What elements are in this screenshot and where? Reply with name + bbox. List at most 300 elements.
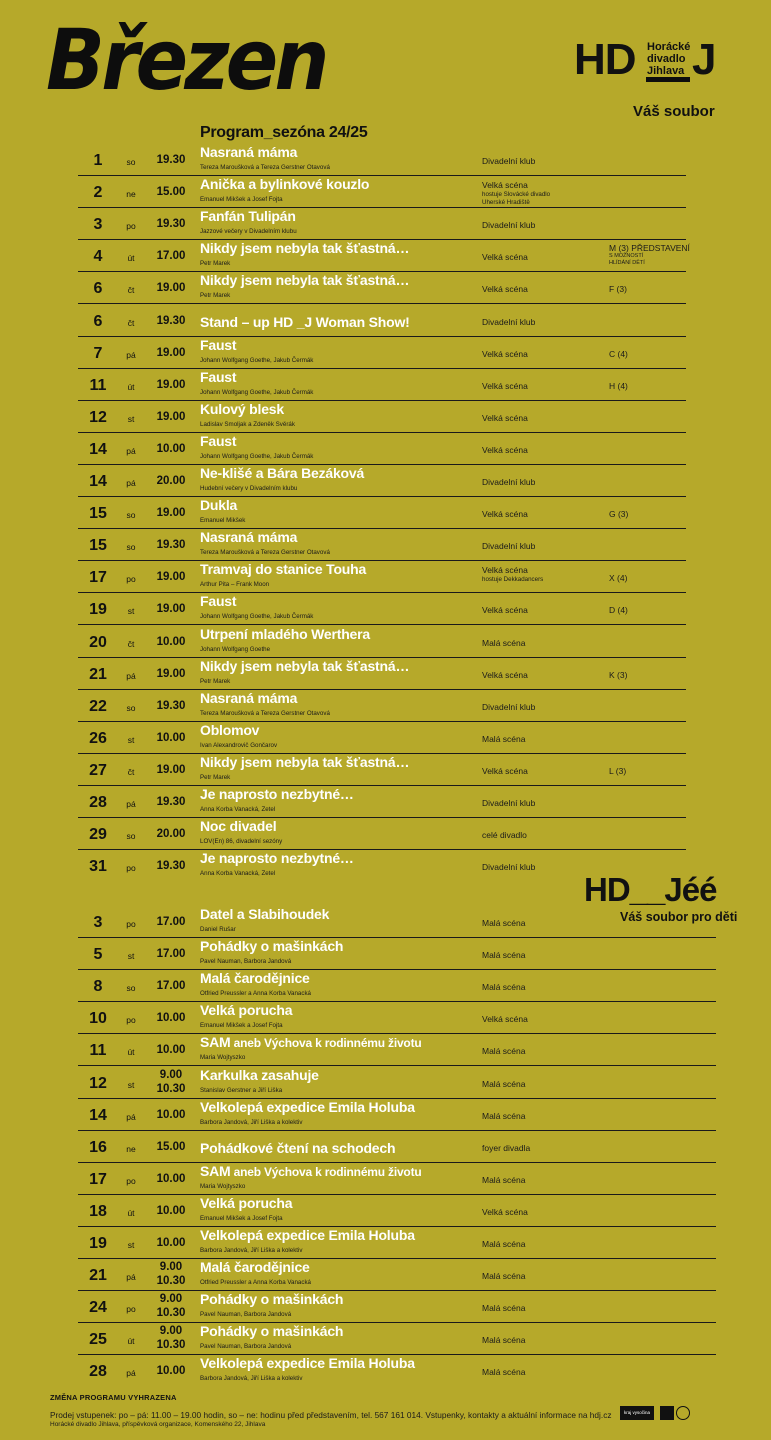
event-weekday: po — [126, 1015, 136, 1026]
kids_events-row — [78, 1002, 716, 1034]
event-title-main: Je naprosto nezbytné… — [200, 786, 354, 802]
event-title — [200, 401, 284, 417]
event-time — [150, 668, 192, 680]
event-venue: Velká scéna — [482, 1014, 528, 1025]
event-time-1: 19.00 — [156, 603, 186, 616]
event-subscription: D (4) — [609, 605, 628, 616]
event-venue: Velká scéna — [482, 180, 528, 191]
events-row — [78, 401, 686, 433]
event-time — [150, 1173, 192, 1185]
event-author: Johann Wolfgang Goethe — [200, 645, 271, 653]
event-venue: Velká scéna — [482, 605, 528, 616]
event-title-main: Anička a bylinkové kouzlo — [200, 176, 370, 193]
event-venue: Malá scéna — [482, 1239, 526, 1249]
event-time-2: 10.30 — [156, 1275, 186, 1288]
event-time — [150, 571, 192, 583]
event-day: 5 — [93, 946, 103, 964]
event-title — [200, 1355, 415, 1371]
event-day: 29 — [89, 826, 107, 844]
event-author: Johann Wolfgang Goethe, Jakub Čermák — [200, 356, 314, 364]
event-title-main: Velkolepá expedice Emila Holuba — [200, 1355, 415, 1372]
event-day: 12 — [89, 408, 107, 426]
event-title-main: Faust — [200, 432, 237, 449]
event-weekday: pá — [126, 1368, 136, 1379]
event-venue: Divadelní klub — [482, 477, 536, 487]
event-day: 1 — [93, 152, 103, 169]
event-venue-note — [482, 576, 543, 584]
event-time — [150, 828, 192, 840]
event-title — [200, 1099, 415, 1115]
event-day: 15 — [89, 537, 107, 555]
event-time — [150, 282, 192, 294]
event-time-1: 20.00 — [156, 475, 186, 487]
event-venue: Velká scéna — [482, 412, 528, 423]
event-title — [200, 272, 409, 288]
event-venue: Divadelní klub — [482, 156, 536, 166]
kids_events-row — [78, 1099, 716, 1131]
program-change-note: ZMĚNA PROGRAMU VYHRAZENA — [50, 1393, 177, 1402]
event-venue: Malá scéna — [482, 950, 526, 961]
event-author: Jazzové večery v Divadelním klubu — [200, 228, 297, 236]
event-time-1: 17.00 — [156, 916, 186, 928]
event-venue: Velká scéna — [482, 284, 528, 295]
event-author: Tereza Maroušková a Tereza Gerstner Otavová — [200, 549, 330, 557]
event-weekday: pá — [126, 1111, 136, 1122]
event-title-main: Malá čarodějnice — [200, 970, 310, 987]
event-author: Anna Korba Vanacká, Zetel — [200, 870, 276, 878]
organization-info: Horácké divadlo Jihlava, příspěvková organizace, Komenského 22, Jihlava — [50, 1421, 266, 1428]
event-time — [150, 1260, 192, 1288]
event-weekday: čt — [127, 766, 135, 777]
event-venue: Velká scéna — [482, 509, 528, 520]
event-time — [150, 507, 192, 519]
event-day: 8 — [93, 978, 103, 996]
kids_events-row — [78, 1355, 716, 1387]
events-row — [78, 561, 686, 593]
event-weekday: út — [127, 1207, 135, 1218]
events-row — [78, 433, 686, 465]
event-author: Emanuel Mikšek a Josef Fojta — [200, 1214, 283, 1222]
event-time-1: 15.00 — [156, 186, 186, 199]
logo-line-1: Horácké — [647, 41, 691, 53]
event-weekday: čt — [127, 317, 135, 328]
event-title — [200, 1291, 343, 1307]
event-day: 31 — [89, 858, 107, 876]
event-venue: Malá scéna — [482, 637, 526, 648]
event-day: 14 — [89, 1106, 107, 1124]
event-author: Pavel Nauman, Barbora Jandová — [200, 1311, 292, 1319]
event-time-1: 19.00 — [156, 507, 186, 520]
events-row — [78, 369, 686, 401]
event-weekday: pá — [126, 349, 136, 360]
event-time-2: 10.30 — [156, 1307, 186, 1320]
event-title — [200, 1002, 292, 1018]
event-author: Petr Marek — [200, 292, 231, 300]
event-time-2: 10.30 — [156, 1082, 186, 1095]
event-title — [200, 529, 297, 545]
event-title-main: Je naprosto nezbytné… — [200, 850, 354, 867]
event-day: 19 — [89, 601, 107, 619]
event-title-main: Stand – up HD _J Woman Show! — [200, 313, 410, 330]
event-title-main: Utrpení mladého Werthera — [200, 625, 370, 642]
event-weekday: so — [126, 702, 136, 713]
event-day: 7 — [93, 344, 103, 362]
event-subscription: M (3) PŘEDSTAVENÍ — [609, 243, 690, 254]
event-weekday: st — [127, 413, 135, 424]
event-venue: celé divadlo — [482, 830, 527, 841]
event-venue: Malá scéna — [482, 982, 526, 993]
event-title — [200, 1323, 343, 1339]
event-title — [200, 497, 237, 513]
event-subscription: G (3) — [609, 509, 629, 520]
event-day: 18 — [89, 1202, 107, 1220]
event-title-main: Nasraná máma — [200, 144, 298, 160]
event-time — [150, 1044, 192, 1056]
event-title — [200, 722, 259, 738]
logo-tagline: Váš soubor — [633, 103, 715, 120]
event-weekday: po — [126, 574, 136, 585]
event-venue: Malá scéna — [482, 733, 526, 744]
event-author: Hudební večery v Divadelním klubu — [200, 485, 298, 492]
event-time-1: 10.00 — [156, 1012, 186, 1025]
event-title — [200, 144, 297, 160]
event-venue: Malá scéna — [482, 1046, 526, 1057]
event-title — [200, 690, 297, 706]
event-title-main: Fanfán Tulipán — [200, 208, 296, 225]
event-author: Otfried Preussler a Anna Korba Vanacká — [200, 990, 311, 998]
event-time — [150, 948, 192, 960]
event-title-main: Faust — [200, 593, 237, 610]
event-venue: Velká scéna — [482, 348, 528, 359]
event-author: Petr Marek — [200, 677, 231, 685]
event-time — [150, 1292, 192, 1320]
event-day: 19 — [89, 1235, 107, 1252]
event-venue: Velká scéna — [482, 765, 528, 776]
events-row — [78, 337, 686, 369]
event-time-1: 10.00 — [156, 1044, 186, 1057]
event-time-1: 10.00 — [156, 731, 186, 744]
event-author: Petr Marek — [200, 773, 231, 781]
kids_events-row — [78, 1067, 716, 1099]
event-venue-note-1: hostuje Slovácké divadlo — [482, 191, 551, 199]
event-title-main: Velkolepá expedice Emila Holuba — [200, 1098, 415, 1115]
kids_events-row — [78, 1163, 716, 1195]
event-time — [150, 1365, 192, 1377]
event-time-1: 9.00 — [159, 1261, 183, 1274]
event-weekday: so — [126, 510, 136, 521]
event-venue-note-2: Uherské Hradiště — [482, 199, 530, 207]
partner-logo-kraj: kraj vysočina — [620, 1406, 654, 1420]
event-title-main: Pohádky o mašinkách — [200, 1291, 344, 1308]
event-title-main: Datel a Slabihoudek — [200, 906, 330, 922]
event-subscription: C (4) — [609, 348, 628, 359]
event-time-1: 19.30 — [156, 314, 186, 327]
event-title-rest: aneb Výchova k rodinnému životu — [230, 1164, 422, 1179]
event-time — [150, 1324, 192, 1352]
event-title — [200, 176, 369, 192]
event-day: 2 — [93, 184, 103, 202]
event-time — [150, 411, 192, 423]
event-time — [150, 539, 192, 551]
event-day: 28 — [89, 794, 107, 811]
event-subscription: K (3) — [609, 669, 628, 680]
event-weekday: st — [127, 1240, 135, 1250]
event-author: Maria Wojtyszko — [200, 1182, 246, 1190]
event-title-main: Velká porucha — [200, 1194, 293, 1211]
events-row — [78, 786, 686, 818]
event-author: Barbora Jandová, Jiří Liška a kolektiv — [200, 1247, 303, 1254]
event-author: Tereza Maroušková a Tereza Gerstner Otavová — [200, 164, 330, 171]
event-weekday: po — [126, 221, 136, 232]
theatre-logo — [574, 35, 724, 88]
event-time-1: 19.30 — [156, 154, 186, 166]
event-time-1: 15.00 — [156, 1140, 186, 1153]
event-title-main: Nasraná máma — [200, 529, 298, 546]
event-title — [200, 561, 366, 577]
event-title — [200, 818, 276, 834]
event-time-1: 17.00 — [156, 250, 186, 263]
event-subscription-note — [609, 253, 645, 267]
event-day: 6 — [93, 280, 103, 298]
event-time-1: 10.00 — [156, 1172, 186, 1185]
event-subscription: H (4) — [609, 380, 628, 391]
event-venue-note — [482, 191, 550, 207]
kids_events-row — [78, 1131, 716, 1163]
event-weekday: st — [127, 734, 135, 745]
event-title-main: Malá čarodějnice — [200, 1259, 310, 1276]
event-venue: Divadelní klub — [482, 316, 536, 327]
kids_events-row — [78, 1195, 716, 1227]
partner-logo-icon — [660, 1406, 674, 1420]
event-time — [150, 980, 192, 992]
event-title-main: Karkulka zasahuje — [200, 1066, 319, 1083]
event-day: 21 — [89, 1267, 107, 1285]
logo-hd: HD — [574, 35, 636, 84]
event-title — [200, 1067, 319, 1083]
event-weekday: st — [127, 951, 135, 962]
event-title-main: Pohádkové čtení na schodech — [200, 1139, 396, 1156]
logo-line-2: divadlo — [647, 53, 686, 65]
event-venue: Malá scéna — [482, 1367, 526, 1378]
event-title-main: Pohádky o mašinkách — [200, 1323, 344, 1340]
kids_events-row — [78, 906, 716, 938]
kids_events-row — [78, 1227, 716, 1259]
kids_events-row — [78, 1259, 716, 1291]
event-title-main: Velká porucha — [200, 1002, 293, 1019]
event-title — [200, 786, 354, 802]
event-venue: Malá scéna — [482, 1174, 526, 1185]
event-title — [200, 1140, 395, 1156]
event-weekday: so — [126, 983, 136, 994]
kids-logo: HD__Jéé — [584, 871, 717, 908]
event-venue: Malá scéna — [482, 1335, 526, 1346]
event-weekday: po — [126, 919, 136, 929]
event-time — [150, 796, 192, 808]
event-title-main: Faust — [200, 368, 237, 385]
event-title — [200, 1195, 292, 1211]
event-weekday: pá — [126, 1272, 136, 1283]
event-title-main: Oblomov — [200, 721, 260, 738]
event-author: Barbora Jandová, Jiří Liška a kolektiv — [200, 1118, 303, 1126]
event-title-main: Nikdy jsem nebyla tak šťastná… — [200, 657, 410, 674]
event-author: Otfried Preussler a Anna Korba Vanacká — [200, 1279, 311, 1287]
event-venue: Velká scéna — [482, 380, 528, 391]
event-day: 25 — [89, 1331, 107, 1349]
event-title-main: Nikdy jsem nebyla tak šťastná… — [200, 272, 410, 289]
event-author: Pavel Nauman, Barbora Jandová — [200, 958, 292, 966]
logo-line-3: Jihlava — [647, 65, 685, 77]
event-day: 20 — [89, 633, 107, 651]
events-row — [78, 305, 686, 337]
event-time — [150, 347, 192, 359]
event-weekday: st — [127, 606, 135, 617]
event-time-1: 17.00 — [156, 948, 186, 961]
event-title-main: Nasraná máma — [200, 689, 298, 706]
event-time — [150, 315, 192, 327]
event-title — [200, 208, 296, 224]
event-time-1: 19.30 — [156, 796, 186, 808]
event-author: Johann Wolfgang Goethe, Jakub Čermák — [200, 452, 314, 460]
event-time — [150, 250, 192, 262]
event-weekday: út — [127, 1336, 135, 1347]
event-time — [150, 443, 192, 455]
logo-underline — [646, 77, 690, 82]
event-time — [150, 218, 192, 230]
events-row — [78, 754, 686, 786]
event-subscription: L (3) — [609, 765, 627, 776]
event-time — [150, 1205, 192, 1217]
event-time-2: 10.30 — [156, 1339, 186, 1352]
event-venue: Malá scéna — [482, 1110, 526, 1121]
event-day: 22 — [89, 697, 107, 715]
kids_events-row — [78, 970, 716, 1002]
event-time-1: 19.00 — [156, 667, 186, 680]
event-author: LOV(En) 86, divadelní sezóny — [200, 838, 283, 846]
kids_events-row — [78, 1323, 716, 1355]
partner-logo-ministry-icon — [676, 1406, 690, 1420]
event-title — [200, 1163, 422, 1179]
event-time — [150, 1109, 192, 1121]
event-venue: Malá scéna — [482, 1303, 526, 1314]
event-time-1: 19.00 — [156, 282, 186, 295]
event-venue: Malá scéna — [482, 918, 526, 928]
event-weekday: po — [126, 1304, 136, 1315]
event-title — [200, 906, 329, 922]
event-author: Maria Wojtyszko — [200, 1054, 246, 1062]
event-author: Anna Korba Vanacká, Zetel — [200, 806, 276, 813]
event-venue-note-1: hostuje Dekkadancers — [482, 576, 544, 584]
event-author: Stanislav Gerstner a Jiří Liška — [200, 1086, 283, 1094]
event-time-1: 19.00 — [156, 763, 186, 776]
events-row — [78, 529, 686, 561]
event-title-main: Ne-klišé a Bára Bezáková — [200, 465, 365, 481]
event-time-1: 19.30 — [156, 218, 186, 231]
event-day: 3 — [93, 914, 103, 931]
kids_events-row — [78, 938, 716, 970]
event-author: Arthur Pita – Frank Moon — [200, 581, 270, 589]
event-day: 6 — [93, 312, 103, 330]
events-row — [78, 818, 686, 850]
events-row — [78, 272, 686, 304]
event-weekday: út — [127, 253, 135, 264]
event-weekday: so — [126, 542, 136, 553]
event-time-1: 19.00 — [156, 410, 186, 423]
event-day: 11 — [89, 1042, 107, 1060]
event-venue: Divadelní klub — [482, 862, 536, 873]
event-time — [150, 379, 192, 391]
event-time — [150, 700, 192, 712]
event-weekday: pá — [126, 445, 136, 456]
event-day: 12 — [89, 1074, 107, 1092]
event-author: Emanuel Mikšek a Josef Fojta — [200, 1022, 283, 1030]
event-venue: Divadelní klub — [482, 220, 536, 231]
events-row — [78, 626, 686, 658]
event-time-1: 9.00 — [159, 1325, 183, 1338]
month-title: Březen — [46, 11, 326, 109]
event-time — [150, 154, 192, 166]
events-row — [78, 144, 686, 176]
event-time-1: 10.00 — [156, 1237, 186, 1249]
event-venue: Malá scéna — [482, 1271, 526, 1282]
event-time-1: 9.00 — [159, 1293, 183, 1306]
event-time — [150, 603, 192, 615]
event-venue: Divadelní klub — [482, 541, 536, 552]
event-time-1: 20.00 — [156, 828, 186, 841]
event-weekday: so — [126, 831, 136, 842]
event-time — [150, 916, 192, 928]
event-venue: foyer divadla — [482, 1142, 531, 1153]
event-title — [200, 1259, 310, 1275]
event-author: Emanuel Mikšek a Josef Fojta — [200, 196, 283, 204]
event-time — [150, 1012, 192, 1024]
event-weekday: pá — [126, 478, 136, 488]
event-weekday: čt — [127, 285, 135, 296]
event-title — [200, 1227, 415, 1243]
event-title-main: SAM — [200, 1162, 231, 1179]
logo-j: J — [692, 35, 717, 84]
events-row — [78, 465, 686, 497]
event-subscription: X (4) — [609, 573, 628, 584]
event-weekday: po — [126, 1175, 136, 1186]
event-time-1: 19.30 — [156, 699, 186, 712]
event-time — [150, 1237, 192, 1249]
event-time-1: 19.00 — [156, 571, 186, 584]
event-weekday: ne — [126, 189, 136, 200]
event-time-1: 10.00 — [156, 1365, 186, 1378]
event-title-main: Dukla — [200, 497, 238, 514]
event-author: Johann Wolfgang Goethe, Jakub Čermák — [200, 388, 314, 396]
event-venue: Velká scéna — [482, 252, 528, 263]
event-title-main: Kulový blesk — [200, 400, 284, 417]
event-day: 24 — [89, 1299, 107, 1317]
event-day: 11 — [89, 376, 107, 394]
event-weekday: út — [127, 1047, 135, 1058]
event-subscription-note-2: HLÍDÁNÍ DĚTÍ — [609, 260, 645, 267]
event-weekday: čt — [127, 638, 135, 649]
event-time-1: 19.30 — [156, 860, 186, 873]
event-weekday: ne — [126, 1143, 136, 1154]
event-weekday: po — [126, 863, 136, 874]
event-time — [150, 732, 192, 744]
event-time-1: 10.00 — [156, 1204, 186, 1217]
event-time-1: 10.00 — [156, 442, 186, 455]
kids-tagline: Váš soubor pro děti — [620, 910, 738, 924]
events-row — [78, 593, 686, 625]
event-time — [150, 636, 192, 648]
event-title — [200, 240, 409, 256]
event-title — [200, 850, 354, 866]
event-title-main: Tramvaj do stanice Touha — [200, 561, 367, 578]
